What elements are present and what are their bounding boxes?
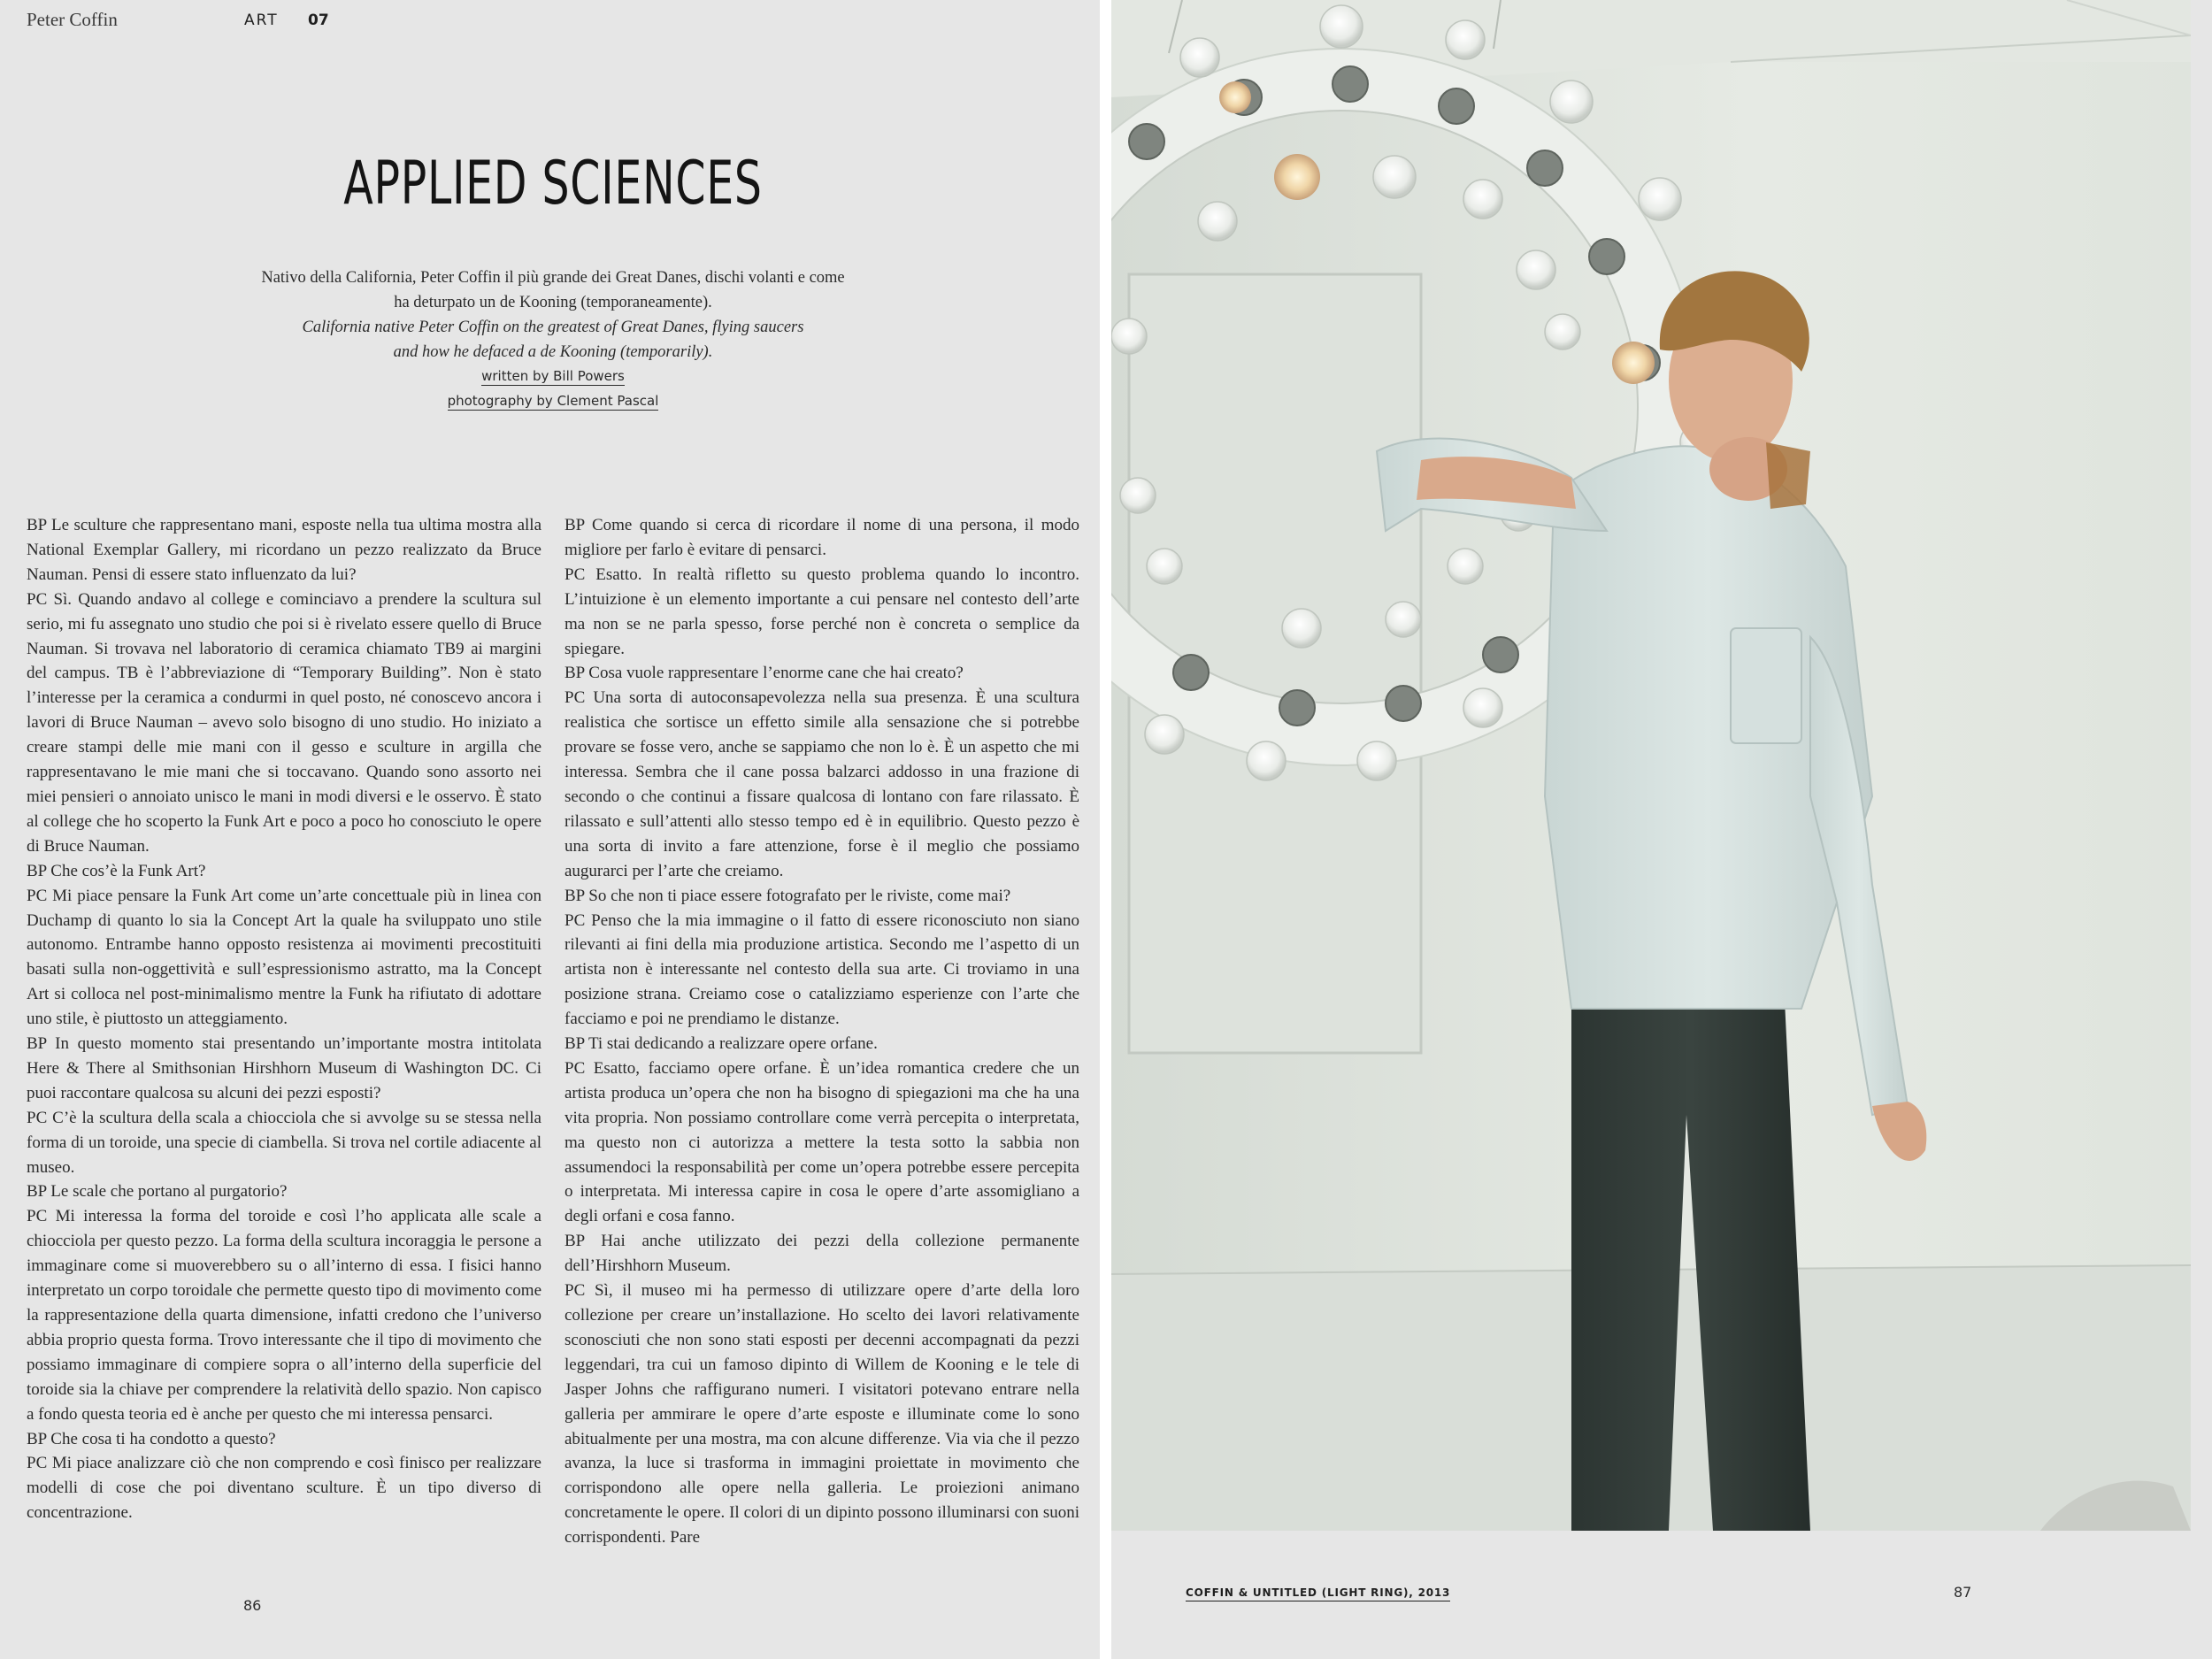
paragraph: BP In questo momento stai presentando un’importante mostra intitolata Here & There al Smithsonian Hirshhorn Museum di Washington DC. Ci puoi raccontare qualcosa su alcuni dei pezzi esposti?	[27, 1034, 541, 1102]
body-column-2	[565, 513, 1079, 1550]
photo-credit-text: photography by Clement Pascal	[447, 393, 659, 409]
page-number-left: 86	[243, 1597, 262, 1614]
page-number-right: 87	[1954, 1584, 1972, 1601]
left-page	[0, 0, 1100, 1659]
running-head-author: Peter Coffin	[27, 9, 118, 30]
photo-illustration	[1111, 0, 2191, 1531]
running-head-section: ART	[244, 12, 279, 29]
article-headline: APPLIED SCIENCES	[343, 149, 763, 219]
paragraph: BP Le scale che portano al purgatorio?	[27, 1182, 288, 1202]
paragraph: PC Esatto. In realtà rifletto su questo problema quando lo incontro. L’intuizione è un elemento importante a cui pensare nel contesto dell’arte ma non se ne parla spesso, forse perché non è concreta o semplice da spiegare.	[565, 565, 1079, 658]
article-deck	[177, 265, 929, 365]
paragraph: PC Penso che la mia immagine o il fatto di essere riconosciuto non siano rilevanti ai fini della mia produzione artistica. Secondo me l’aspetto di un artista non è interessante nel contesto della sua arte. Ci troviamo in una posizione strana. Creiamo cose o catalizziamo esperienze con l’arte che facciamo e poi ne prendiamo le distanze.	[565, 910, 1079, 1029]
paragraph: BP Come quando si cerca di ricordare il nome di una persona, il modo migliore per farlo è evitare di pensarci.	[565, 516, 1079, 559]
running-head-issue: 07	[308, 12, 329, 29]
paragraph: PC Una sorta di autoconsapevolezza nella sua presenza. È una scultura realistica che sortisce un effetto simile alla sensazione che si potrebbe provare se fosse vero, anche se sappiamo che non lo è. È un aspetto che mi interessa. Sembra che il cane possa balzarci addosso in una frazione di secondo o che continui a fissare qualcosa di lontano con fare rilassato. È rilassato e sull’attenti allo stesso tempo ed è in equilibrio. Questo pezzo è una sorta di invito a fare attenzione, forse è il meglio che possiamo augurarci per l’arte che creiamo.	[565, 688, 1079, 880]
glass	[1766, 442, 1810, 509]
paragraph: BP Cosa vuole rappresentare l’enorme cane che hai creato?	[565, 664, 964, 683]
photo-credit	[177, 393, 929, 409]
paragraph: BP Ti stai dedicando a realizzare opere orfane.	[565, 1034, 878, 1054]
paragraph: BP Che cosa ti ha condotto a questo?	[27, 1429, 276, 1448]
deck-italian-line-1: Nativo della California, Peter Coffin il più grande dei Great Danes, dischi volanti e come	[261, 269, 845, 287]
paragraph: PC Mi piace pensare la Funk Art come un’arte concettuale più in linea con Duchamp di quanto lo sia la Concept Art la quale ha sviluppato uno stile autonomo. Entrambe hanno opposto resistenza ai movimenti precostituiti basati sulla non-oggettività e sull’espressionismo astratto, ma la Concept Art si colloca nel post-minimalismo mentre la Funk ha rifiutato di adottare uno stile, è piuttosto un atteggiamento.	[27, 886, 541, 1029]
deck-english-line-1: California native Peter Coffin on the greatest of Great Danes, flying saucers	[302, 319, 804, 336]
writer-credit	[177, 368, 929, 384]
paragraph: PC Mi interessa la forma del toroide e così l’ho applicata alle scale a chiocciola per questo pezzo. La forma della scultura incoraggia le persone a immaginare come si muoverebbero su o all’interno di essa. I fisici hanno interpretato un corpo toroidale che permette questo tipo di movimento come la rappresentazione della quarta dimensione, infatti credono che l’universo abbia proprio questa forma. Trovo interessante che il tipo di movimento che possiamo immaginare di compiere sopra o all’interno della superficie del toroide sia la chiave per comprendere la relatività dello spazio. Non capisco a fondo questa teoria ed è anche per questo che mi interessa pensarci.	[27, 1207, 541, 1424]
paragraph: PC Esatto, facciamo opere orfane. È un’idea romantica credere che un artista produca un’opera che non ha bisogno di spiegazioni ma che ha una vita propria. Non possiamo controllare come verrà percepita o interpretata, ma questo non ci autorizza a mettere la testa sotto la sabbia non assumendoci la responsabilità per come un’opera potrebbe essere percepita o interpretata. Mi interessa capire in cosa le opere d’arte assomigliano a degli orfani e cosa fanno.	[565, 1058, 1079, 1226]
paragraph: PC Sì, il museo mi ha permesso di utilizzare opere d’arte della loro collezione per creare un’installazione. Ho scelto dei lavori relativamente sconosciuti che non sono stati esposti per decenni accompagnati da pezzi leggendari, tra cui un famoso dipinto di Willem de Kooning e le tele di Jasper Johns che raffigurano numeri. I visitatori potevano entrare nella galleria per ammirare le opere d’arte esposte e illuminate come lo sono abitualmente per una mostra, ma con alcune differenze. Via via che il pezzo avanza, la luce si trasforma in immagini proiettate in movimento che corrispondono alle opere nella galleria. Le proiezioni animano concretamente le opere. Il colori di un dipinto possono illuminarsi con suoni corrispondenti. Pare	[565, 1281, 1079, 1548]
paragraph: BP Hai anche utilizzato dei pezzi della collezione permanente dell’Hirshhorn Museum.	[565, 1232, 1079, 1276]
paragraph: BP Le sculture che rappresentano mani, esposte nella tua ultima mostra alla National Exemplar Gallery, mi ricordano un pezzo realizzato da Bruce Nauman. Pensi di essere stato influenzato da lui?	[27, 516, 541, 584]
deck-italian-line-2: ha deturpato un de Kooning (temporaneamente).	[394, 294, 712, 311]
deck-english-line-2: and how he defaced a de Kooning (temporarily).	[393, 343, 713, 361]
gutter	[1100, 0, 1111, 1659]
body-column-1	[27, 513, 541, 1525]
photo-caption: COFFIN & UNTITLED (LIGHT RING), 2013	[1186, 1586, 1450, 1601]
paragraph: BP Che cos’è la Funk Art?	[27, 861, 206, 880]
paragraph: PC Mi piace analizzare ciò che non comprendo e così finisco per realizzare modelli di cose che poi diventano sculture. È un tipo diverso di concentrazione.	[27, 1454, 541, 1523]
paragraph: PC C’è la scultura della scala a chiocciola che si avvolge su se stessa nella forma di un toroide, una specie di ciambella. Si trova nel cortile adiacente al museo.	[27, 1108, 541, 1177]
writer-credit-text: written by Bill Powers	[481, 368, 625, 384]
paragraph: PC Sì. Quando andavo al college e cominciavo a prendere la scultura sul serio, mi fu assegnato uno studio che poi si è rivelato essere quello di Bruce Nauman. Si trovava nel laboratorio di ceramica chiamato TB9 ai margini del campus. TB è l’abbreviazione di “Temporary Building”. Non è stato l’interesse per la ceramica a condurmi in quel posto, né conoscevo ancora i lavori di Bruce Nauman – avevo solo bisogno di uno studio. Ho iniziato a creare stampi delle mie mani con il gesso e sculture in argilla che rappresentavano le mie mani che si toccavano. Quando sono assorto nei miei pensieri o annoiato unisco le mani in modi diversi e le osservo. È stato al college che ho scoperto la Funk Art e poco a poco ho conosciuto le opere di Bruce Nauman.	[27, 589, 541, 856]
paragraph: BP So che non ti piace essere fotografato per le riviste, come mai?	[565, 886, 1011, 905]
portrait-photo	[1111, 0, 2191, 1531]
